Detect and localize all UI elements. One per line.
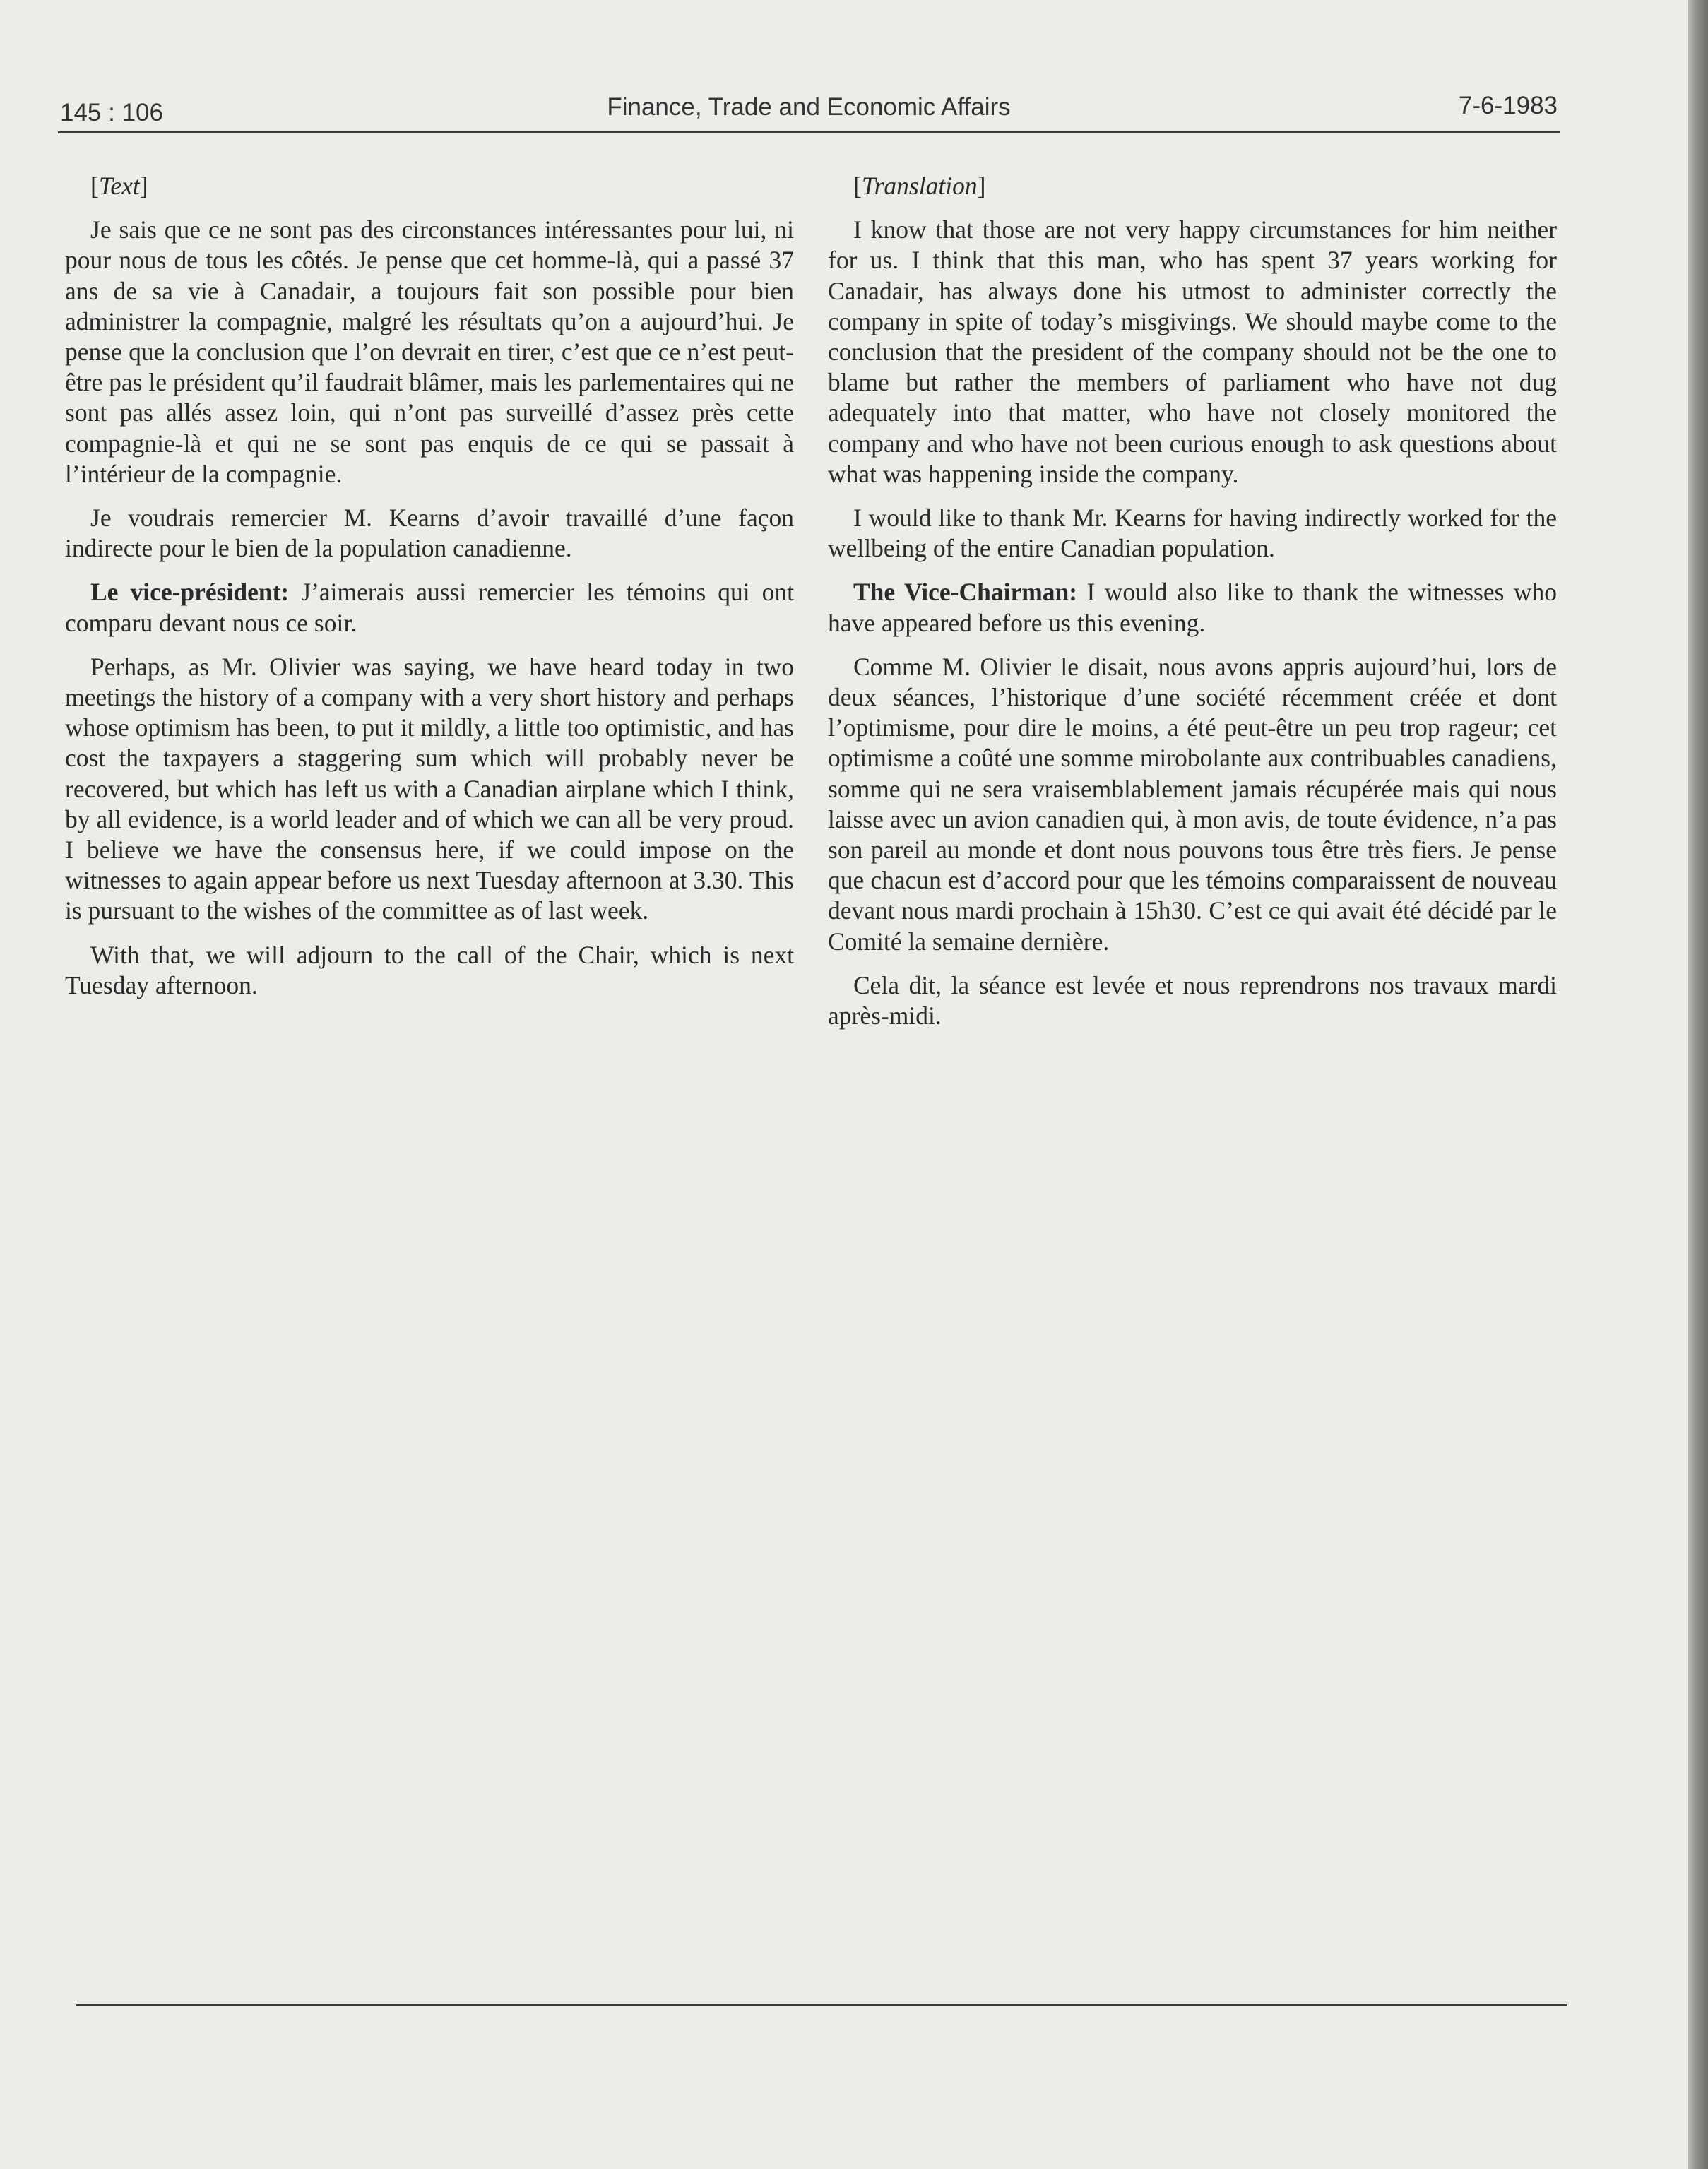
- speaker-text: I would also like to thank the witnesses who have appeared before us this evening.: [828, 578, 1557, 637]
- paragraph: With that, we will adjourn to the call of the Chair, which is next Tuesday afternoon.: [65, 940, 794, 999]
- meeting-date: 7-6-1983: [1458, 92, 1558, 119]
- left-column: [65, 171, 794, 1014]
- paragraph: Je sais que ce ne sont pas des circonstances intéressantes pour lui, ni pour nous de tous les côtés. Je pense que cet homme-là, qui a passé 37 ans de sa vie à Canadair, a toujours fait son possible pour bien administrer la compagnie, malgré les résultats qu’on a aujourd’hui. Je pense que la conclusion que l’on devrait en tirer, c’est que ce n’est peut-être pas le président qu’il faudrait blâmer, mais les parlementaires qui ne sont pas allés assez loin, qui n’ont pas surveillé d’assez près cette compagnie-là et qui ne se sont pas enquis de ce qui se passait à l’intérieur de la compagnie.: [65, 215, 794, 488]
- paragraph: Perhaps, as Mr. Olivier was saying, we have heard today in two meetings the history of a company with a very short history and perhaps whose optimism has been, to put it mildly, a little too optimistic, and has cost the taxpayers a staggering sum which will probably never be recovered, but which has left us with a Canadian airplane which I think, by all evidence, is a world leader and of which we can all be very proud. I believe we have the consensus here, if we could impose on the witnesses to again appear before us next Tuesday afternoon at 3.30. This is pursuant to the wishes of the committee as of last week.: [65, 652, 794, 925]
- speaker-name: Le vice-président:: [90, 578, 290, 607]
- translation-label: Translation: [861, 172, 978, 200]
- speaker-name: The Vice-Chairman:: [853, 578, 1078, 607]
- paragraph: I know that those are not very happy circumstances for him neither for us. I think that this man, who has spent 37 years working for Canadair, has always done his utmost to administer correctly the company in spite of today’s misgivings. We should maybe come to the conclusion that the president of the company should not be the one to blame but rather the members of parliament who have not dug adequately into that matter, who have not closely monitored the company and who have not been curious enough to ask questions about what was happening inside the company.: [828, 215, 1557, 488]
- running-title: Finance, Trade and Economic Affairs: [607, 93, 1011, 121]
- header-rule: [58, 131, 1560, 133]
- footer-rule: [76, 2004, 1567, 2006]
- paragraph: Je voudrais remercier M. Kearns d’avoir travaillé d’une façon indirecte pour le bien de la population canadienne.: [65, 504, 794, 563]
- speaker-text: J’aimerais aussi remercier les témoins qui ont comparu devant nous ce soir.: [65, 578, 794, 637]
- text-section-label: [Text]: [90, 172, 148, 200]
- paragraph: I would like to thank Mr. Kearns for having indirectly worked for the wellbeing of the entire Canadian population.: [828, 504, 1557, 563]
- book-binding-edge: [1688, 0, 1708, 2169]
- speaker-paragraph: [828, 577, 1557, 638]
- page-reference: 145 : 106: [60, 99, 163, 126]
- paragraph: Comme M. Olivier le disait, nous avons appris aujourd’hui, lors de deux séances, l’historique d’une société récemment créée et dont l’optimisme, pour dire le moins, a été peut-être un peu trop rageur; cet optimisme a coûté une somme mirobolante aux contribuables canadiens, somme qui ne sera vraisemblablement jamais récupérée mais qui nous laisse avec un avion canadien qui, à mon avis, de toute évidence, n’a pas son pareil au monde et dont nous pouvons tous être très fiers. Je pense que chacun est d’accord pour que les témoins comparaissent de nouveau devant nous mardi prochain à 15h30. C’est ce qui avait été décidé par le Comité la semaine dernière.: [828, 652, 1557, 956]
- page-header: [60, 92, 1558, 131]
- text-label: Text: [98, 172, 140, 200]
- paragraph: Cela dit, la séance est levée et nous reprendrons nos travaux mardi après-midi.: [828, 970, 1557, 1030]
- translation-section-label: [Translation]: [853, 172, 986, 200]
- speaker-paragraph: [65, 577, 794, 638]
- right-column: [828, 171, 1557, 1045]
